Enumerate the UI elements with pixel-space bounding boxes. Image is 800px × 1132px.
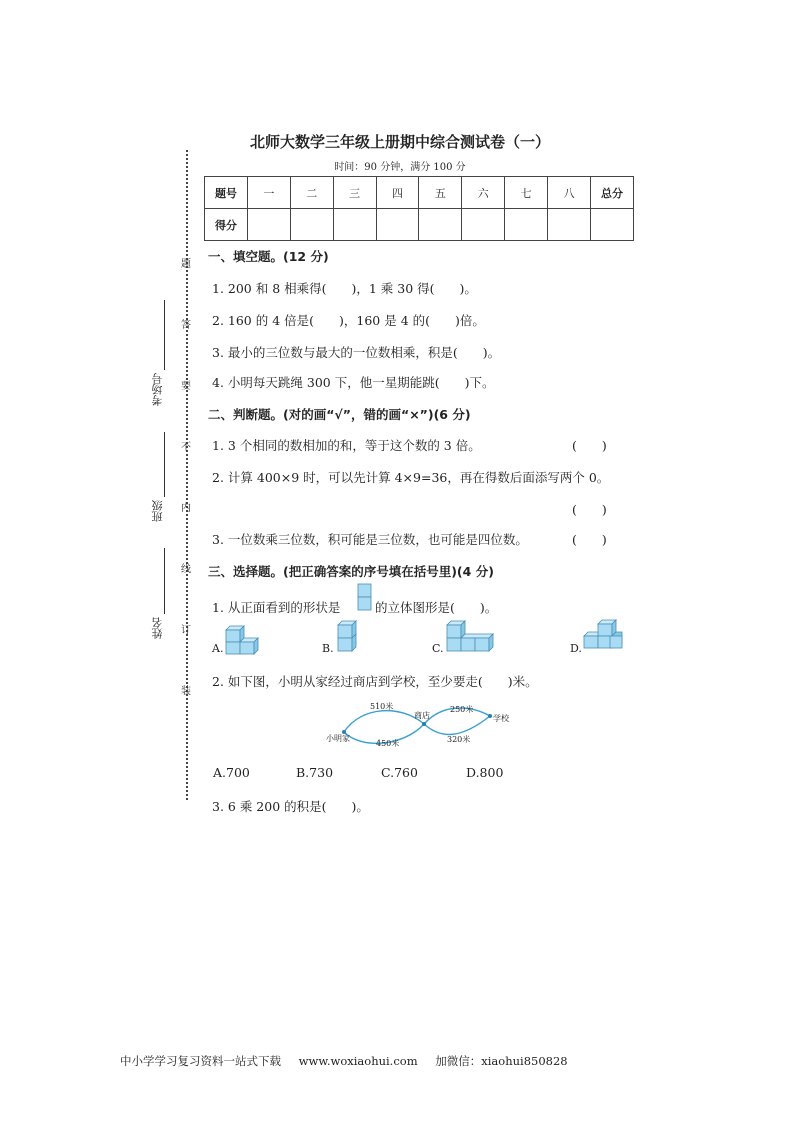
table-cell: 七 — [505, 177, 548, 209]
option-label[interactable]: A. — [212, 642, 224, 655]
section-heading-choice: 三、选择题。(把正确答案的序号填在括号里)(4 分) — [208, 564, 494, 579]
name-line — [164, 548, 165, 614]
cube-face — [226, 642, 240, 654]
cube-figure-d[interactable] — [582, 618, 626, 654]
table-cell: 五 — [419, 177, 462, 209]
score-cell[interactable] — [462, 209, 505, 241]
table-cell: 六 — [462, 177, 505, 209]
binding-char: 装 — [181, 686, 191, 697]
table-cell: 八 — [548, 177, 591, 209]
binding-char: 题 — [181, 259, 191, 270]
question-text: 3. 最小的三位数与最大的一位数相乘，积是( )。 — [212, 345, 501, 360]
cube-face — [461, 638, 475, 651]
map-distance-label: 510米 — [370, 702, 394, 711]
exam-room-line — [164, 300, 165, 370]
binding-char: 答 — [181, 320, 191, 331]
footer-wechat: 加微信：xiaohui850828 — [435, 1054, 568, 1068]
name-label: 姓名 — [151, 617, 164, 639]
score-cell[interactable] — [548, 209, 591, 241]
front-view-shape — [357, 583, 373, 613]
cube-face — [461, 634, 493, 638]
table-cell: 得分 — [205, 209, 248, 241]
table-cell: 四 — [376, 177, 419, 209]
footer — [120, 1053, 582, 1069]
table-cell: 题号 — [205, 177, 248, 209]
option-label[interactable]: C.760 — [381, 765, 418, 780]
binding-char: 内 — [181, 503, 191, 514]
map-distance-label: 450米 — [376, 739, 400, 748]
section-heading-fill-blank: 一、填空题。(12 分) — [208, 249, 329, 264]
score-table — [204, 176, 634, 241]
answer-paren[interactable]: ( ) — [572, 532, 607, 547]
section-heading-true-false: 二、判断题。(对的画“√”，错的画“×”)(6 分) — [208, 407, 471, 422]
map-label-home: 小明家 — [326, 734, 350, 743]
option-label[interactable]: B. — [322, 642, 334, 655]
front-view-square — [358, 597, 371, 610]
score-cell[interactable] — [333, 209, 376, 241]
cube-face — [610, 636, 622, 648]
question-text: 3. 6 乘 200 的积是( )。 — [212, 799, 369, 814]
question-text: 2. 计算 400×9 时，可以先计算 4×9=36，再在得数后面添写两个 0。 — [212, 470, 610, 485]
option-label[interactable]: A.700 — [213, 765, 250, 780]
cube-face — [338, 625, 352, 638]
cube-face — [240, 642, 254, 654]
score-cell[interactable] — [290, 209, 333, 241]
score-table-score-row — [205, 209, 634, 241]
cube-face — [475, 638, 489, 651]
binding-char: 线 — [181, 564, 191, 575]
table-cell: 总分 — [591, 177, 634, 209]
cube-face — [447, 625, 461, 638]
cube-figure-a[interactable] — [222, 620, 264, 656]
shop-dot — [422, 722, 426, 726]
option-label[interactable]: C. — [432, 642, 444, 655]
school-dot — [488, 714, 492, 718]
question-text: 1. 3 个相同的数相加的和，等于这个数的 3 倍。 — [212, 438, 481, 453]
map-distance-label: 320米 — [447, 735, 471, 744]
front-view-square — [358, 584, 371, 597]
cube-face — [598, 624, 612, 636]
option-label[interactable]: B.730 — [296, 765, 334, 780]
score-cell[interactable] — [591, 209, 634, 241]
cube-face — [338, 638, 352, 651]
map-label-school: 学校 — [493, 714, 509, 723]
score-cell[interactable] — [247, 209, 290, 241]
cube-face — [226, 630, 240, 642]
table-cell: 三 — [333, 177, 376, 209]
exam-room-label: 考场号 — [151, 373, 164, 406]
page-title: 北师大数学三年级上册期中综合测试卷（一） — [249, 133, 550, 151]
page-subtitle: 时间：90 分钟，满分 100 分 — [334, 162, 466, 173]
answer-paren[interactable]: ( ) — [572, 438, 607, 453]
score-cell[interactable] — [376, 209, 419, 241]
route-map — [322, 700, 522, 758]
score-table-header-row — [205, 177, 634, 209]
table-cell: 一 — [247, 177, 290, 209]
map-distance-label: 250米 — [450, 705, 474, 714]
binding-char: 订 — [181, 625, 191, 636]
question-text: 1. 200 和 8 相乘得( )，1 乘 30 得( )。 — [212, 281, 477, 296]
class-label: 班级 — [151, 500, 164, 522]
map-label-shop: 商店 — [414, 711, 430, 720]
cube-face — [447, 638, 461, 651]
score-cell[interactable] — [419, 209, 462, 241]
question-text: 2. 160 的 4 倍是( )，160 是 4 的( )倍。 — [212, 313, 485, 328]
binding-char: 要 — [181, 381, 191, 392]
score-cell[interactable] — [505, 209, 548, 241]
option-label[interactable]: D. — [570, 642, 582, 655]
question-text: 的立体图形是( )。 — [375, 600, 498, 615]
answer-paren[interactable]: ( ) — [572, 502, 607, 517]
binding-char: 不 — [181, 442, 191, 453]
cube-figure-b[interactable] — [334, 617, 364, 657]
binding-dotted-line — [186, 150, 188, 800]
question-text: 3. 一位数乘三位数，积可能是三位数，也可能是四位数。 — [212, 532, 528, 547]
cube-face — [584, 632, 598, 636]
cube-figure-c[interactable] — [443, 617, 495, 657]
footer-site-link[interactable]: www.woxiaohui.com — [298, 1054, 418, 1068]
question-text: 2. 如下图，小明从家经过商店到学校，至少要走( )米。 — [212, 674, 538, 689]
option-label[interactable]: D.800 — [466, 765, 504, 780]
question-text: 4. 小明每天跳绳 300 下，他一星期能跳( )下。 — [212, 375, 495, 390]
question-text: 1. 从正面看到的形状是 — [212, 600, 341, 615]
cube-face — [584, 636, 598, 648]
table-cell: 二 — [290, 177, 333, 209]
footer-text: 中小学学习复习资料一站式下载 — [120, 1054, 281, 1068]
class-line — [164, 432, 165, 497]
